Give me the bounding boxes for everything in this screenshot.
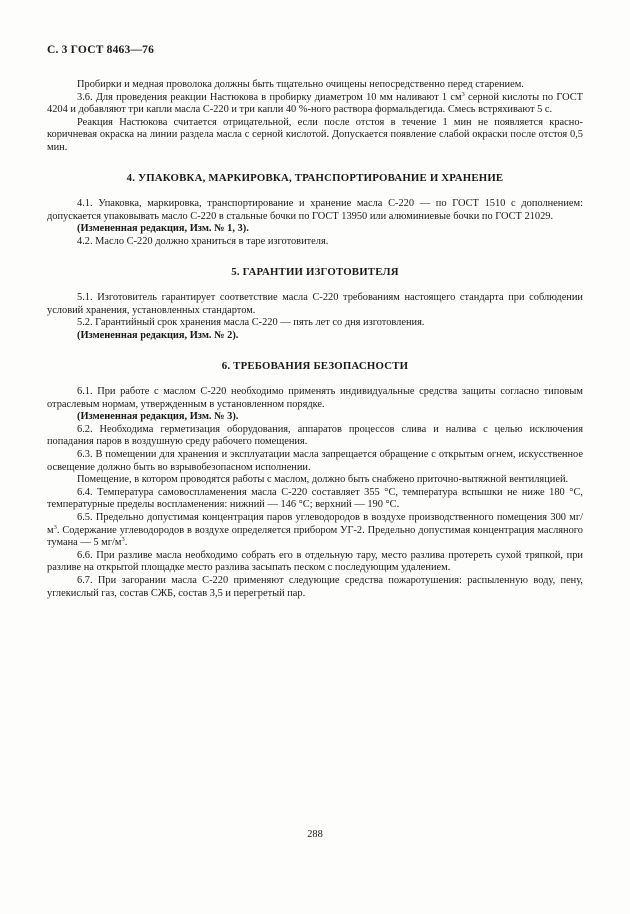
paragraph-3-6-text-b: серной кислоты по ГОСТ 4204 и добавляют три капли масла С-220 и три капли 40 %-ного раствора формальдегида. Смесь встряхивают 5 с.	[47, 91, 583, 116]
paragraph-4-1: 4.1. Упаковка, маркировка, транспортирование и хранение масла С-220 — по ГОСТ 1510 с дополнением: допускается упаковывать масло С-220 в стальные бочки по ГОСТ 13950 или алюминиевые бочки по ГОСТ 21029.	[47, 198, 583, 222]
page-number: 288	[307, 829, 323, 840]
paragraph-6-7: 6.7. При загорании масла С-220 применяют следующие средства пожаротушения: распыленную воду, пену, углекислый газ, состав СЖБ, состав 3,5 и перегретый пар.	[47, 575, 583, 599]
section-5-heading: 5. ГАРАНТИИ ИЗГОТОВИТЕЛЯ	[231, 265, 399, 278]
paragraph-6-5-text-b: . Содержание углеводородов в воздухе определяется прибором УГ-2. Предельно допустимая концентрация масляного тумана — 5 мг/м	[47, 524, 583, 549]
paragraph-4-2: 4.2. Масло С-220 должно храниться в таре изготовителя.	[77, 235, 329, 247]
amendment-note-4: (Измененная редакция, Изм. № 1, 3).	[77, 223, 249, 235]
paragraph-5-1: 5.1. Изготовитель гарантирует соответствие масла С-220 требованиям настоящего стандарта при соблюдении условий хранения, установленных стандартом.	[47, 292, 583, 316]
page-header: С. 3 ГОСТ 8463—76	[47, 44, 155, 56]
paragraph-6-1: 6.1. При работе с маслом С-220 необходимо применять индивидуальные средства защиты согласно типовым отраслевым нормам, утвержденным в установленном порядке.	[47, 386, 583, 410]
paragraph-6-5	[47, 512, 583, 550]
paragraph-6-6: 6.6. При разливе масла необходимо собрать его в отдельную тару, место разлива протереть сухой тряпкой, при разливе на открытой площадке место разлива засыпать песком с последующим удалением.	[47, 549, 583, 574]
paragraph-6-2: 6.2. Необходима герметизация оборудования, аппаратов процессов слива и налива с целью исключения попадания паров в воздушную среду рабочего помещения.	[47, 423, 583, 448]
paragraph-6-3: 6.3. В помещении для хранения и эксплуатации масла запрещается обращение с открытым огнем, искусственное освещение должно быть во взрывобезопасном исполнении.	[47, 449, 583, 473]
superscript: 3	[53, 523, 57, 531]
paragraph-intro-1: Пробирки и медная проволока должны быть тщательно очищены непосредственно перед старением.	[77, 79, 524, 90]
page-content	[47, 79, 583, 600]
section-4-heading: 4. УПАКОВКА, МАРКИРОВКА, ТРАНСПОРТИРОВАНИЕ И ХРАНЕНИЕ	[126, 171, 504, 184]
paragraph-6-3-ventilation: Помещение, в котором проводятся работы с маслом, должно быть снабжено приточно-вытяжной вентиляцией.	[77, 474, 569, 486]
paragraph-6-5-text-a: 6.5. Предельно допустимая концентрация паров углеводородов в воздухе производственного помещения 300 мг/м	[47, 512, 583, 536]
paragraph-reaction: Реакция Настюкова считается отрицательной, если после отстоя в течение 1 мин не появляется красно-коричневая окраска на линии раздела масла с серной кислотой. Допускается появление слабой окраски после отстоя 0,5 мин.	[47, 116, 583, 153]
amendment-note-5: (Измененная редакция, Изм. № 2).	[77, 329, 239, 341]
paragraph-3-6-text-a: 3.6. Для проведения реакции Настюкова в пробирку диаметром 10 мм наливают 1 см	[77, 91, 462, 103]
superscript: 3	[121, 536, 125, 544]
paragraph-5-2: 5.2. Гарантийный срок хранения масла С-220 — пять лет со дня изготовления.	[77, 317, 425, 329]
paragraph-3-6	[47, 92, 583, 117]
section-6-heading: 6. ТРЕБОВАНИЯ БЕЗОПАСНОСТИ	[221, 359, 409, 372]
superscript: 3	[461, 90, 465, 98]
paragraph-6-5-text-c: .	[124, 537, 128, 549]
amendment-note-6: (Измененная редакция, Изм. № 3).	[77, 411, 239, 423]
paragraph-6-4: 6.4. Температура самовоспламенения масла С-220 составляет 355 °С, температура вспышки не ниже 180 °С, температурные пределы воспламенения: нижний — 146 °С; верхний — 190 °С.	[47, 486, 583, 511]
